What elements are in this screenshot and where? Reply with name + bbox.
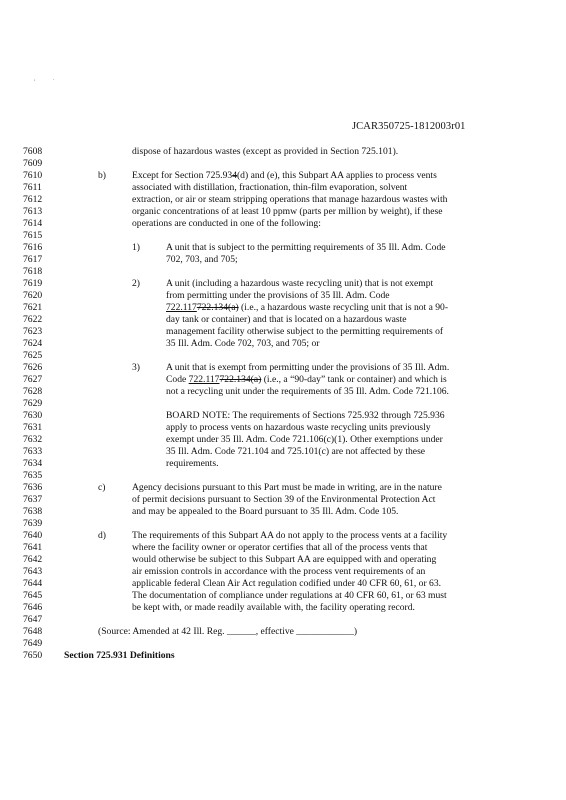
inserted-text: 722.117 (166, 302, 197, 313)
text-line: extraction, or air or steam stripping operations that manage hazardous wastes with (132, 194, 448, 205)
text-line: 702, 703, and 705; (166, 254, 238, 265)
text-line: management facility otherwise subject to the permitting requirements of (166, 326, 444, 337)
line-number: 7628 (23, 386, 43, 397)
line-number: 7634 (23, 458, 43, 469)
line-number: 7613 (23, 206, 43, 217)
line-number: 7647 (23, 614, 43, 625)
line-number: 7620 (23, 290, 43, 301)
text-line: be kept with, or made readily available with, the facility operating record. (132, 602, 415, 613)
line-number: 7643 (23, 566, 43, 577)
text-line: Except for Section 725.934(d) and (e), this Subpart AA applies to process vents (132, 170, 437, 181)
item-label-2: 2) (132, 278, 140, 289)
line-number: 7609 (23, 158, 43, 169)
line-number: 7632 (23, 434, 43, 445)
line-number: 7623 (23, 326, 43, 337)
line-number: 7649 (23, 638, 43, 649)
line-number: 7645 (23, 590, 43, 601)
line-number: 7638 (23, 506, 43, 517)
line-number: 7608 (23, 146, 43, 157)
line-number: 7630 (23, 410, 43, 421)
text-line: A unit that is subject to the permitting requirements of 35 Ill. Adm. Code (166, 242, 446, 253)
struck-text: 722.134(a) (219, 374, 262, 385)
text-line: and may be appealed to the Board pursuant to 35 Ill. Adm. Code 105. (132, 506, 399, 517)
page-mark: . (53, 76, 55, 82)
text-line: operations are conducted in one of the following: (132, 218, 321, 229)
text-line: of permit decisions pursuant to Section 39 of the Environmental Protection Act (132, 494, 436, 505)
line-number: 7637 (23, 494, 43, 505)
line-number: 7641 (23, 542, 43, 553)
text-line: where the facility owner or operator certifies that all of the process vents that (132, 542, 428, 553)
line-number: 7629 (23, 398, 43, 409)
text-line: day tank or container) and that is located on a hazardous waste (166, 314, 407, 325)
text-line: 722.117722.134(a) (i.e., a hazardous waste recycling unit that is not a 90- (166, 302, 449, 313)
line-number: 7611 (23, 182, 42, 193)
text-line: 35 Ill. Adm. Code 702, 703, and 705; or (166, 338, 320, 349)
text-line: 35 Ill. Adm. Code 721.104 and 725.101(c) are not affected by these (166, 446, 426, 457)
line-number: 7627 (23, 374, 43, 385)
struck-text: 4 (232, 170, 237, 181)
subsection-label-d: d) (98, 530, 106, 541)
line-number: 7617 (23, 254, 43, 265)
line-number: 7650 (23, 650, 43, 661)
text-line: requirements. (166, 458, 219, 469)
line-number: 7610 (23, 170, 43, 181)
text-line: air emission controls in accordance with the process vent requirements of an (132, 566, 426, 577)
line-number: 7631 (23, 422, 43, 433)
text-line: A unit (including a hazardous waste recycling unit) that is not exempt (166, 278, 434, 289)
item-label-1: 1) (132, 242, 140, 253)
line-number: 7648 (23, 626, 43, 637)
line-number: 7642 (23, 554, 43, 565)
line-number: 7639 (23, 518, 43, 529)
line-number: 7625 (23, 350, 43, 361)
text-line: dispose of hazardous wastes (except as provided in Section 725.101). (132, 146, 399, 157)
text-line: Agency decisions pursuant to this Part must be made in writing, are in the nature (132, 482, 442, 493)
text-line: applicable federal Clean Air Act regulation codified under 40 CFR 60, 61, or 63. (132, 578, 442, 589)
section-heading: Section 725.931 Definitions (64, 650, 175, 661)
line-number: 7619 (23, 278, 43, 289)
line-number: 7640 (23, 530, 43, 541)
line-number: 7635 (23, 470, 43, 481)
inserted-text: 722.117 (188, 374, 220, 385)
struck-text: 722.134(a) (196, 302, 239, 313)
source-note: (Source: Amended at 42 Ill. Reg. ______, effective ____________) (98, 626, 358, 637)
line-number: 7615 (23, 230, 43, 241)
line-number: 7622 (23, 314, 43, 325)
text-line: not a recycling unit under the requirements of 35 Ill. Adm. Code 721.106. (166, 386, 449, 397)
text-line: The documentation of compliance under regulations at 40 CFR 60, 61, or 63 must (132, 590, 447, 601)
text-line: The requirements of this Subpart AA do not apply to the process vents at a facility (132, 530, 448, 541)
line-number: 7626 (23, 362, 43, 373)
subsection-label-b: b) (98, 170, 106, 181)
text-line: A unit that is exempt from permitting under the provisions of 35 Ill. Adm. (166, 362, 450, 373)
text-line: exempt under 35 Ill. Adm. Code 721.106(c)(1). Other exemptions under (166, 434, 443, 445)
subsection-label-c: c) (98, 482, 106, 493)
line-number: 7616 (23, 242, 43, 253)
text-line: apply to process vents on hazardous waste recycling units previously (166, 422, 431, 433)
line-number: 7614 (23, 218, 43, 229)
page-mark: , (34, 76, 36, 82)
text-line: organic concentrations of at least 10 ppmw (parts per million by weight), if these (132, 206, 443, 217)
text-line: would otherwise be subject to this Subpart AA are equipped with and operating (132, 554, 437, 565)
line-number: 7633 (23, 446, 43, 457)
document-id: JCAR350725-1812003r01 (352, 121, 466, 132)
line-number: 7612 (23, 194, 43, 205)
line-number: 7646 (23, 602, 43, 613)
item-label-3: 3) (132, 362, 140, 373)
text-line: from permitting under the provisions of 35 Ill. Adm. Code (166, 290, 390, 301)
board-note: BOARD NOTE: The requirements of Sections 725.932 through 725.936 (166, 410, 445, 421)
line-number: 7618 (23, 266, 43, 277)
text-line: associated with distillation, fractionation, thin-film evaporation, solvent (132, 182, 408, 193)
text-line: Code 722.117722.134(a) (i.e., a “90-day” tank or container) and which is (166, 374, 447, 385)
line-number: 7636 (23, 482, 43, 493)
line-number: 7644 (23, 578, 43, 589)
line-number: 7621 (23, 302, 43, 313)
line-number: 7624 (23, 338, 43, 349)
